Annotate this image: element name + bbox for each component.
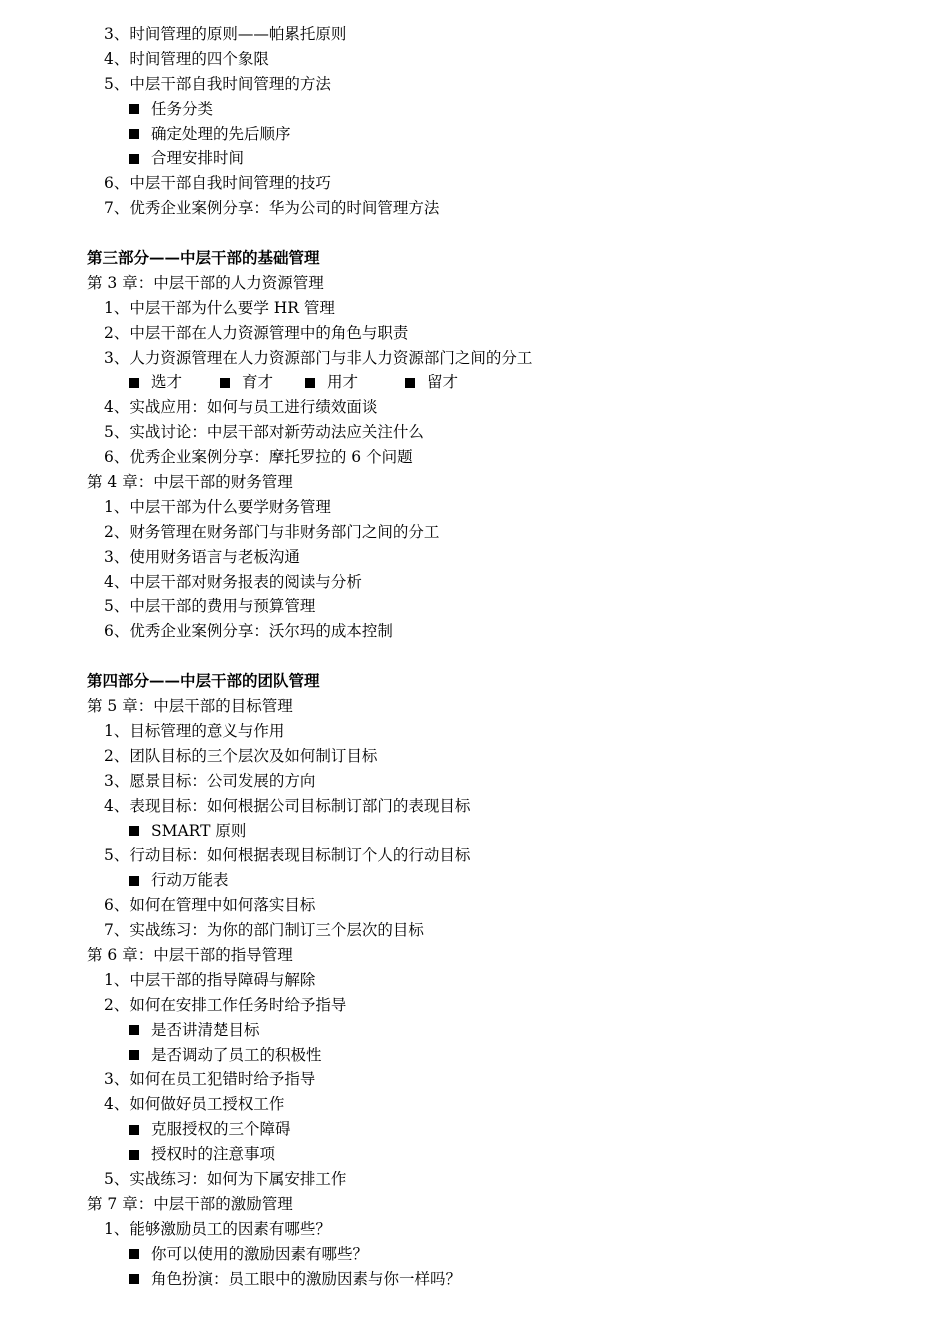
- list-item: [0, 1217, 950, 1242]
- list-item-text: 6、如何在管理中如何落实目标: [104, 896, 316, 915]
- square-bullet-icon: [129, 826, 139, 836]
- list-item-text: 4、时间管理的四个象限: [104, 49, 269, 68]
- bullet-item: [0, 1142, 950, 1167]
- bullet-text: 确定处理的先后顺序: [151, 124, 291, 143]
- chapter-heading: [0, 470, 950, 495]
- chapter-heading-text: 第 3 章：中层干部的人力资源管理: [87, 273, 324, 292]
- bullet-item: [0, 1117, 950, 1142]
- list-item-text: 3、如何在员工犯错时给予指导: [104, 1070, 316, 1089]
- list-item-text: 4、如何做好员工授权工作: [104, 1095, 285, 1114]
- square-bullet-icon: [129, 129, 139, 139]
- list-item-text: 2、中层干部在人力资源管理中的角色与职责: [104, 323, 409, 342]
- square-bullet-icon: [129, 876, 139, 886]
- list-item: [0, 1092, 950, 1117]
- list-item: [0, 47, 950, 72]
- list-item-text: 3、使用财务语言与老板沟通: [104, 547, 300, 566]
- part-heading: [0, 669, 950, 694]
- list-item-text: 7、优秀企业案例分享：华为公司的时间管理方法: [104, 199, 440, 218]
- square-bullet-icon: [305, 378, 315, 388]
- list-item: [0, 843, 950, 868]
- square-bullet-icon: [129, 378, 139, 388]
- square-bullet-icon: [220, 378, 230, 388]
- blank-line: [0, 644, 950, 669]
- list-item: [0, 744, 950, 769]
- list-item: [0, 1167, 950, 1192]
- list-item: [0, 196, 950, 221]
- bullet-item: [0, 146, 950, 171]
- part-heading: [0, 246, 950, 271]
- bullet-text: 育才: [242, 373, 274, 392]
- chapter-heading: [0, 1192, 950, 1217]
- list-item: [0, 968, 950, 993]
- bullet-item: [0, 819, 950, 844]
- list-item: [0, 171, 950, 196]
- bullet-text: 克服授权的三个障碍: [151, 1120, 291, 1139]
- bullet-text: 行动万能表: [151, 871, 229, 890]
- list-item-text: 6、优秀企业案例分享：摩托罗拉的 6 个问题: [104, 448, 413, 467]
- bullet-item: [129, 370, 220, 395]
- list-item-text: 4、实战应用：如何与员工进行绩效面谈: [104, 398, 378, 417]
- list-item-text: 2、财务管理在财务部门与非财务部门之间的分工: [104, 522, 440, 541]
- list-item-text: 3、时间管理的原则——帕累托原则: [104, 25, 347, 43]
- list-item-text: 2、如何在安排工作任务时给予指导: [104, 995, 347, 1014]
- list-item-text: 1、中层干部的指导障碍与解除: [104, 970, 316, 989]
- bullet-text: 是否调动了员工的积极性: [151, 1045, 322, 1064]
- bullet-text: 选才: [151, 373, 183, 392]
- list-item-text: 5、实战讨论：中层干部对新劳动法应关注什么: [104, 423, 424, 442]
- list-item: [0, 769, 950, 794]
- list-item: [0, 794, 950, 819]
- bullet-item: [0, 97, 950, 122]
- bullet-item: [0, 868, 950, 893]
- bullet-item: [0, 1242, 950, 1267]
- list-item-text: 5、实战练习：如何为下属安排工作: [104, 1169, 347, 1188]
- list-item: [0, 893, 950, 918]
- square-bullet-icon: [129, 1249, 139, 1259]
- bullet-item: [0, 1043, 950, 1068]
- list-item: [0, 420, 950, 445]
- list-item: [0, 1067, 950, 1092]
- list-item-text: 6、优秀企业案例分享：沃尔玛的成本控制: [104, 622, 393, 641]
- list-item-text: 7、实战练习：为你的部门制订三个层次的目标: [104, 921, 424, 940]
- list-item-text: 2、团队目标的三个层次及如何制订目标: [104, 746, 378, 765]
- square-bullet-icon: [129, 1025, 139, 1035]
- chapter-heading-text: 第 5 章：中层干部的目标管理: [87, 697, 293, 716]
- square-bullet-icon: [129, 1125, 139, 1135]
- square-bullet-icon: [129, 154, 139, 164]
- list-item-text: 1、能够激励员工的因素有哪些？: [104, 1219, 331, 1238]
- bullet-text: 合理安排时间: [151, 149, 245, 168]
- bullet-item: [305, 370, 405, 395]
- list-item-text: 5、行动目标：如何根据表现目标制订个人的行动目标: [104, 846, 471, 865]
- bullet-text: 留才: [427, 373, 459, 392]
- list-item-text: 1、目标管理的意义与作用: [104, 721, 285, 740]
- list-item: [0, 570, 950, 595]
- square-bullet-icon: [129, 1150, 139, 1160]
- list-item: [0, 495, 950, 520]
- list-item-text: 5、中层干部的费用与预算管理: [104, 597, 316, 616]
- chapter-heading-text: 第 7 章：中层干部的激励管理: [87, 1194, 293, 1213]
- list-item-text: 1、中层干部为什么要学 HR 管理: [104, 298, 335, 317]
- square-bullet-icon: [129, 104, 139, 114]
- list-item: [0, 22, 950, 47]
- list-item: [0, 918, 950, 943]
- chapter-heading-text: 第 4 章：中层干部的财务管理: [87, 473, 293, 492]
- list-item-text: 3、人力资源管理在人力资源部门与非人力资源部门之间的分工: [104, 348, 533, 367]
- list-item-text: 3、愿景目标：公司发展的方向: [104, 771, 316, 790]
- list-item: [0, 619, 950, 644]
- bullet-text: 授权时的注意事项: [151, 1145, 276, 1164]
- bullet-item: [0, 1267, 950, 1292]
- list-item-text: 1、中层干部为什么要学财务管理: [104, 497, 331, 516]
- list-item: [0, 993, 950, 1018]
- list-item: [0, 520, 950, 545]
- bullet-item: [0, 122, 950, 147]
- square-bullet-icon: [129, 1274, 139, 1284]
- part-heading-text: 第三部分——中层干部的基础管理: [87, 248, 320, 268]
- part-heading-text: 第四部分——中层干部的团队管理: [87, 671, 320, 691]
- bullet-item: [220, 370, 305, 395]
- blank-line: [0, 221, 950, 246]
- list-item: [0, 321, 950, 346]
- bullet-row: [0, 370, 950, 395]
- bullet-text: 用才: [327, 373, 359, 392]
- bullet-text: 角色扮演：员工眼中的激励因素与你一样吗？: [151, 1269, 462, 1288]
- list-item: [0, 395, 950, 420]
- list-item-text: 5、中层干部自我时间管理的方法: [104, 74, 331, 93]
- list-item: [0, 719, 950, 744]
- list-item: [0, 72, 950, 97]
- list-item-text: 4、表现目标：如何根据公司目标制订部门的表现目标: [104, 796, 471, 815]
- list-item: [0, 545, 950, 570]
- bullet-item: [405, 370, 485, 395]
- bullet-text: 任务分类: [151, 99, 214, 118]
- document-body: [0, 22, 950, 1291]
- bullet-item: [0, 1018, 950, 1043]
- square-bullet-icon: [129, 1050, 139, 1060]
- chapter-heading-text: 第 6 章：中层干部的指导管理: [87, 945, 293, 964]
- list-item: [0, 445, 950, 470]
- bullet-text: 是否讲清楚目标: [151, 1020, 260, 1039]
- list-item-text: 6、中层干部自我时间管理的技巧: [104, 174, 331, 193]
- list-item-text: 4、中层干部对财务报表的阅读与分析: [104, 572, 362, 591]
- square-bullet-icon: [405, 378, 415, 388]
- list-item: [0, 296, 950, 321]
- bullet-text: 你可以使用的激励因素有哪些？: [151, 1244, 369, 1263]
- bullet-text: SMART 原则: [151, 821, 247, 840]
- chapter-heading: [0, 271, 950, 296]
- chapter-heading: [0, 694, 950, 719]
- chapter-heading: [0, 943, 950, 968]
- list-item: [0, 594, 950, 619]
- list-item: [0, 346, 950, 371]
